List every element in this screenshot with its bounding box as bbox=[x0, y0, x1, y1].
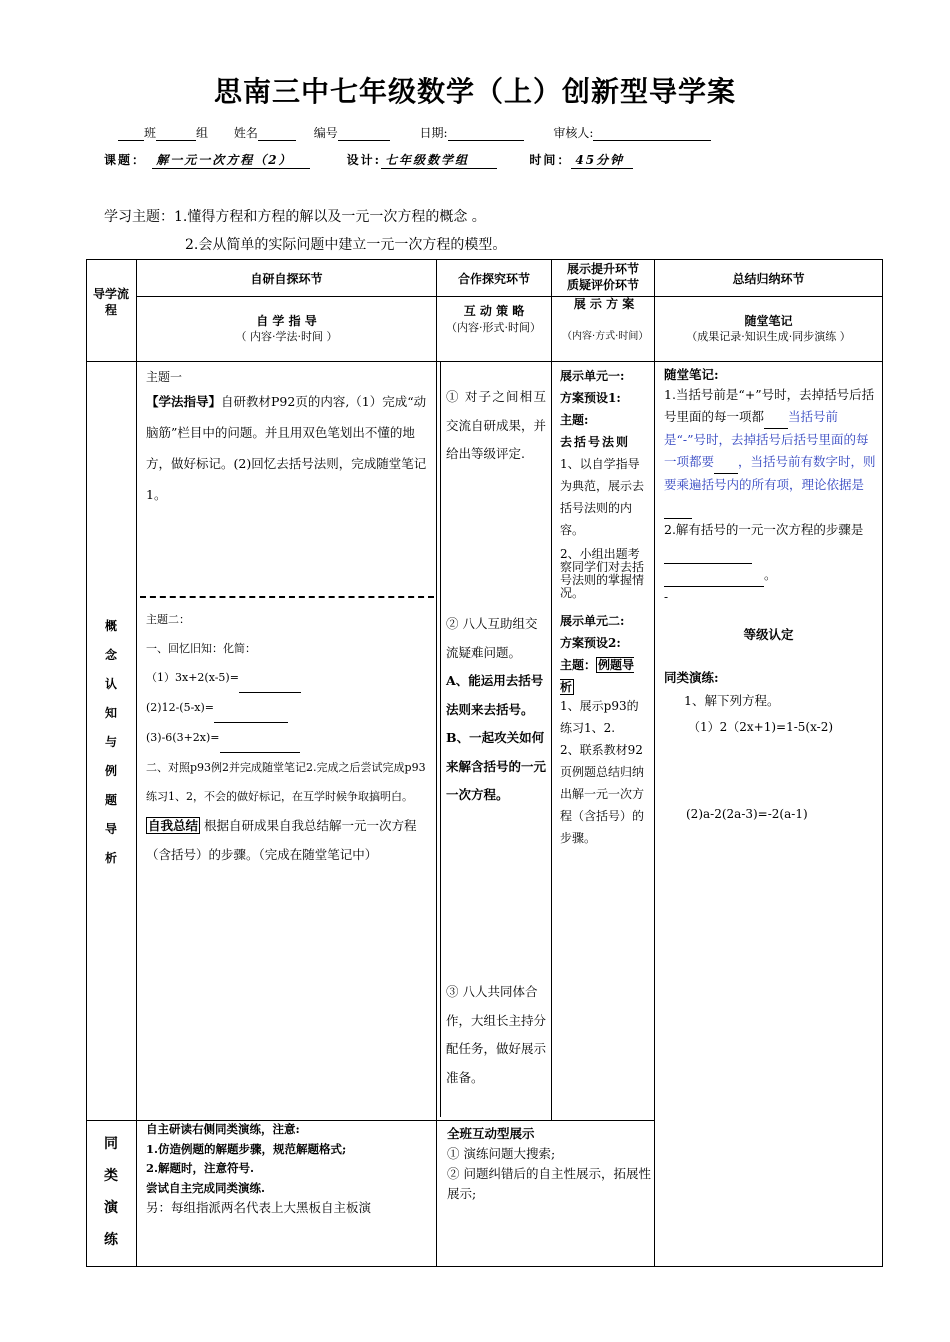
group-blank[interactable] bbox=[156, 128, 196, 141]
design-label: 设计: bbox=[346, 153, 382, 167]
reviewer-blank[interactable] bbox=[593, 128, 711, 141]
note1-blank-c[interactable] bbox=[664, 496, 692, 519]
strategy-2b: B、一起攻关如何来解含括号的一元一次方程。 bbox=[446, 730, 547, 802]
q3-text: (3)-6(3+2x)= bbox=[146, 731, 220, 744]
strategy-2a: A、能运用去括号法则来去括号。 bbox=[446, 673, 544, 717]
row-label-practice: 同类演练 bbox=[104, 1136, 118, 1248]
time-label: 时间： bbox=[529, 153, 572, 167]
group-label: 组 bbox=[196, 126, 209, 140]
note1-part-a: 1.当括号前是“+”号时，去掉括号后括号里面的每一项都 bbox=[664, 387, 875, 424]
name-label: 姓名 bbox=[233, 126, 258, 140]
col1-topic1 bbox=[146, 368, 432, 510]
practice-line3: 2.解题时，注意符号. bbox=[146, 1161, 255, 1175]
class-show bbox=[447, 1124, 652, 1204]
subheader-plan-note: （内容·方式·时间） bbox=[562, 331, 649, 342]
number-label: 编号 bbox=[313, 126, 338, 140]
header-show bbox=[552, 261, 654, 293]
method-text: 自研教材P92页的内容,（1）完成“动脑筋”栏目中的问题。并且用双色笔划出不懂的地方，做好标记。(2)回忆去括号法则，完成随堂笔记1。 bbox=[146, 394, 427, 502]
q3-blank[interactable] bbox=[220, 723, 300, 753]
practice-line5: 另：每组指派两名代表上大黑板自主板演 bbox=[146, 1200, 372, 1215]
header-cooperate: 合作探究环节 bbox=[457, 272, 530, 286]
subheader-notes-note: （成果记录·知识生成·同步演练 ） bbox=[686, 330, 851, 343]
subheader-guide-note: （ 内容·学法·时间 ） bbox=[235, 330, 338, 343]
note2-text: 2.解有括号的一元一次方程的步骤是 bbox=[664, 522, 864, 537]
class-notes bbox=[664, 366, 876, 587]
name-blank[interactable] bbox=[258, 128, 296, 141]
col1-practice bbox=[146, 1120, 434, 1218]
class-show-1: ① 演练问题大搜索; bbox=[447, 1146, 556, 1161]
note-2 bbox=[664, 519, 876, 587]
strategy-2 bbox=[446, 610, 546, 810]
note-dash: - bbox=[664, 590, 669, 604]
date-blank[interactable] bbox=[448, 128, 524, 141]
show-unit-1 bbox=[560, 365, 648, 541]
note1-blank-a[interactable] bbox=[764, 406, 788, 429]
header-summary: 总结归纳环节 bbox=[732, 272, 805, 286]
review-q3 bbox=[146, 723, 434, 753]
number-blank[interactable] bbox=[338, 128, 390, 141]
topic1-title: 主题一 bbox=[146, 370, 183, 384]
subheader-guide: 自 学 指 导 bbox=[256, 314, 317, 328]
review-q2 bbox=[146, 693, 434, 723]
class-show-title: 全班互动型展示 bbox=[447, 1126, 535, 1141]
time-value: 45分钟 bbox=[571, 151, 633, 169]
unit1-desc2: 2、小组出题考察同学们对去括号法则的掌握情况。 bbox=[560, 547, 645, 600]
header-show-line2: 质疑评价环节 bbox=[566, 278, 639, 292]
practice-line2: 1.仿造例题的解题步骤，规范解题格式; bbox=[146, 1141, 347, 1156]
strategy-3: ③ 八人共同体合作，大组长主持分配任务，做好展示准备。 bbox=[446, 984, 547, 1085]
note1-blank-b[interactable] bbox=[714, 451, 738, 474]
class-blank[interactable] bbox=[118, 128, 144, 141]
summary-text: 根据自研成果自我总结解一元一次方程（含括号）的步骤。（完成在随堂笔记中） bbox=[146, 818, 417, 862]
design-value: 七年级数学组 bbox=[381, 151, 497, 169]
unit1-title: 展示单元一: bbox=[560, 369, 625, 383]
topic-a-value: 去括号法则 bbox=[560, 435, 631, 449]
practice-line4: 尝试自主完成同类演练. bbox=[146, 1180, 266, 1195]
equation-2: (2)a-2(2a-3)=-2(a-1) bbox=[686, 807, 808, 821]
date-label: 日期: bbox=[419, 126, 448, 140]
note1-part-c: ，当括号前有数字时，则要乘遍括号内的所有项，理论依据是 bbox=[664, 454, 876, 492]
header-flow: 导学流程 bbox=[92, 287, 129, 317]
unit2-title: 展示单元二: bbox=[560, 614, 625, 628]
q1-text: （1）3x+2(x-5)= bbox=[146, 671, 239, 684]
unit2-desc2: 2、联系教材92页例题总结归纳出解一元一次方程（含括号）的步骤。 bbox=[560, 743, 645, 845]
note2-end: 。 bbox=[764, 567, 777, 582]
topic-a-label: 主题: bbox=[560, 413, 589, 427]
plan2-title: 方案预设2: bbox=[560, 636, 621, 650]
note2-blank-2[interactable] bbox=[664, 564, 764, 587]
class-show-2: ② 问题纠错后的自主性展示，拓展性展示; bbox=[447, 1166, 651, 1201]
page-title: 思南三中七年级数学（上）创新型导学案 bbox=[213, 75, 736, 108]
note1-part-b: 当括号前是“-”号时，去掉括号后括号里面的每一项都要 bbox=[664, 409, 869, 469]
topic-b-value: 例题导析 bbox=[560, 658, 635, 694]
similar-practice bbox=[664, 666, 876, 739]
header-self-study: 自研自探环节 bbox=[250, 272, 323, 286]
row-label-concept: 概念认知与例题导析 bbox=[104, 619, 117, 865]
unit1-desc1: 1、以自学指导为典范，展示去括号法则的内容。 bbox=[560, 457, 645, 537]
self-summary bbox=[146, 811, 434, 869]
strategy-1: ① 对子之间相互交流自研成果，并给出等级评定. bbox=[446, 389, 547, 461]
topic2-title: 主题二： bbox=[146, 613, 190, 626]
note2-blank-1[interactable] bbox=[664, 541, 752, 564]
subheader-strategy-note: （内容·形式·时间） bbox=[446, 321, 541, 334]
task2-text: 二、对照p93例2并完成随堂笔记2.完成之后尝试完成p93练习1、2，不会的做好标记，在互学时候争取搞明白。 bbox=[146, 761, 426, 803]
similar-practice-title: 同类演练: bbox=[664, 670, 719, 685]
method-tag: 【学法指导】 bbox=[146, 394, 222, 409]
topic-value: 解一元一次方程（2） bbox=[152, 151, 310, 169]
theme-item-1: 1.懂得方程和方程的解以及一元一次方程的概念 。 bbox=[174, 209, 486, 225]
q2-blank[interactable] bbox=[214, 693, 288, 723]
method-guide bbox=[146, 386, 432, 510]
unit2-desc1: 1、展示p93的练习1、2. bbox=[560, 699, 639, 735]
practice-line1: 自主研读右侧同类演练，注意: bbox=[146, 1122, 300, 1136]
q1-blank[interactable] bbox=[239, 663, 301, 693]
topic-label: 课题： bbox=[104, 153, 147, 167]
reviewer-label: 审核人: bbox=[553, 126, 594, 140]
strategy-2-text: ② 八人互助组交流疑难问题。 bbox=[446, 616, 538, 660]
unit2-desc bbox=[560, 695, 648, 849]
theme-label: 学习主题： bbox=[104, 209, 174, 225]
subheader-notes: 随堂笔记 bbox=[744, 314, 793, 328]
review-q1 bbox=[146, 663, 434, 693]
grade-title: 等级认定 bbox=[743, 627, 794, 642]
topic-b-label: 主题： bbox=[560, 658, 597, 672]
subheader-plan: 展 示 方 案 bbox=[573, 297, 635, 311]
plan1-title: 方案预设1: bbox=[560, 391, 621, 405]
review-title: 一、回忆旧知：化简： bbox=[146, 642, 256, 655]
similar-practice-instr: 1、解下列方程。 bbox=[684, 693, 780, 708]
theme-item-2: 2.会从简单的实际问题中建立一元一次方程的模型。 bbox=[185, 237, 507, 253]
q2-text: (2)12-(5-x)= bbox=[146, 701, 215, 714]
summary-tag: 自我总结 bbox=[148, 818, 199, 833]
show-unit-2 bbox=[560, 610, 648, 698]
equation-1: （1）2（2x+1)=1-5(x-2) bbox=[688, 720, 834, 734]
notes-title: 随堂笔记: bbox=[664, 367, 719, 382]
col1-topic2 bbox=[146, 605, 434, 869]
class-label: 班 bbox=[144, 126, 157, 140]
lesson-line bbox=[104, 151, 633, 169]
student-info-line bbox=[118, 124, 711, 141]
theme-line-1 bbox=[104, 206, 486, 226]
subheader-strategy: 互 动 策 略 bbox=[463, 304, 525, 318]
header-show-line1: 展示提升环节 bbox=[566, 262, 639, 276]
note-1 bbox=[664, 384, 876, 519]
